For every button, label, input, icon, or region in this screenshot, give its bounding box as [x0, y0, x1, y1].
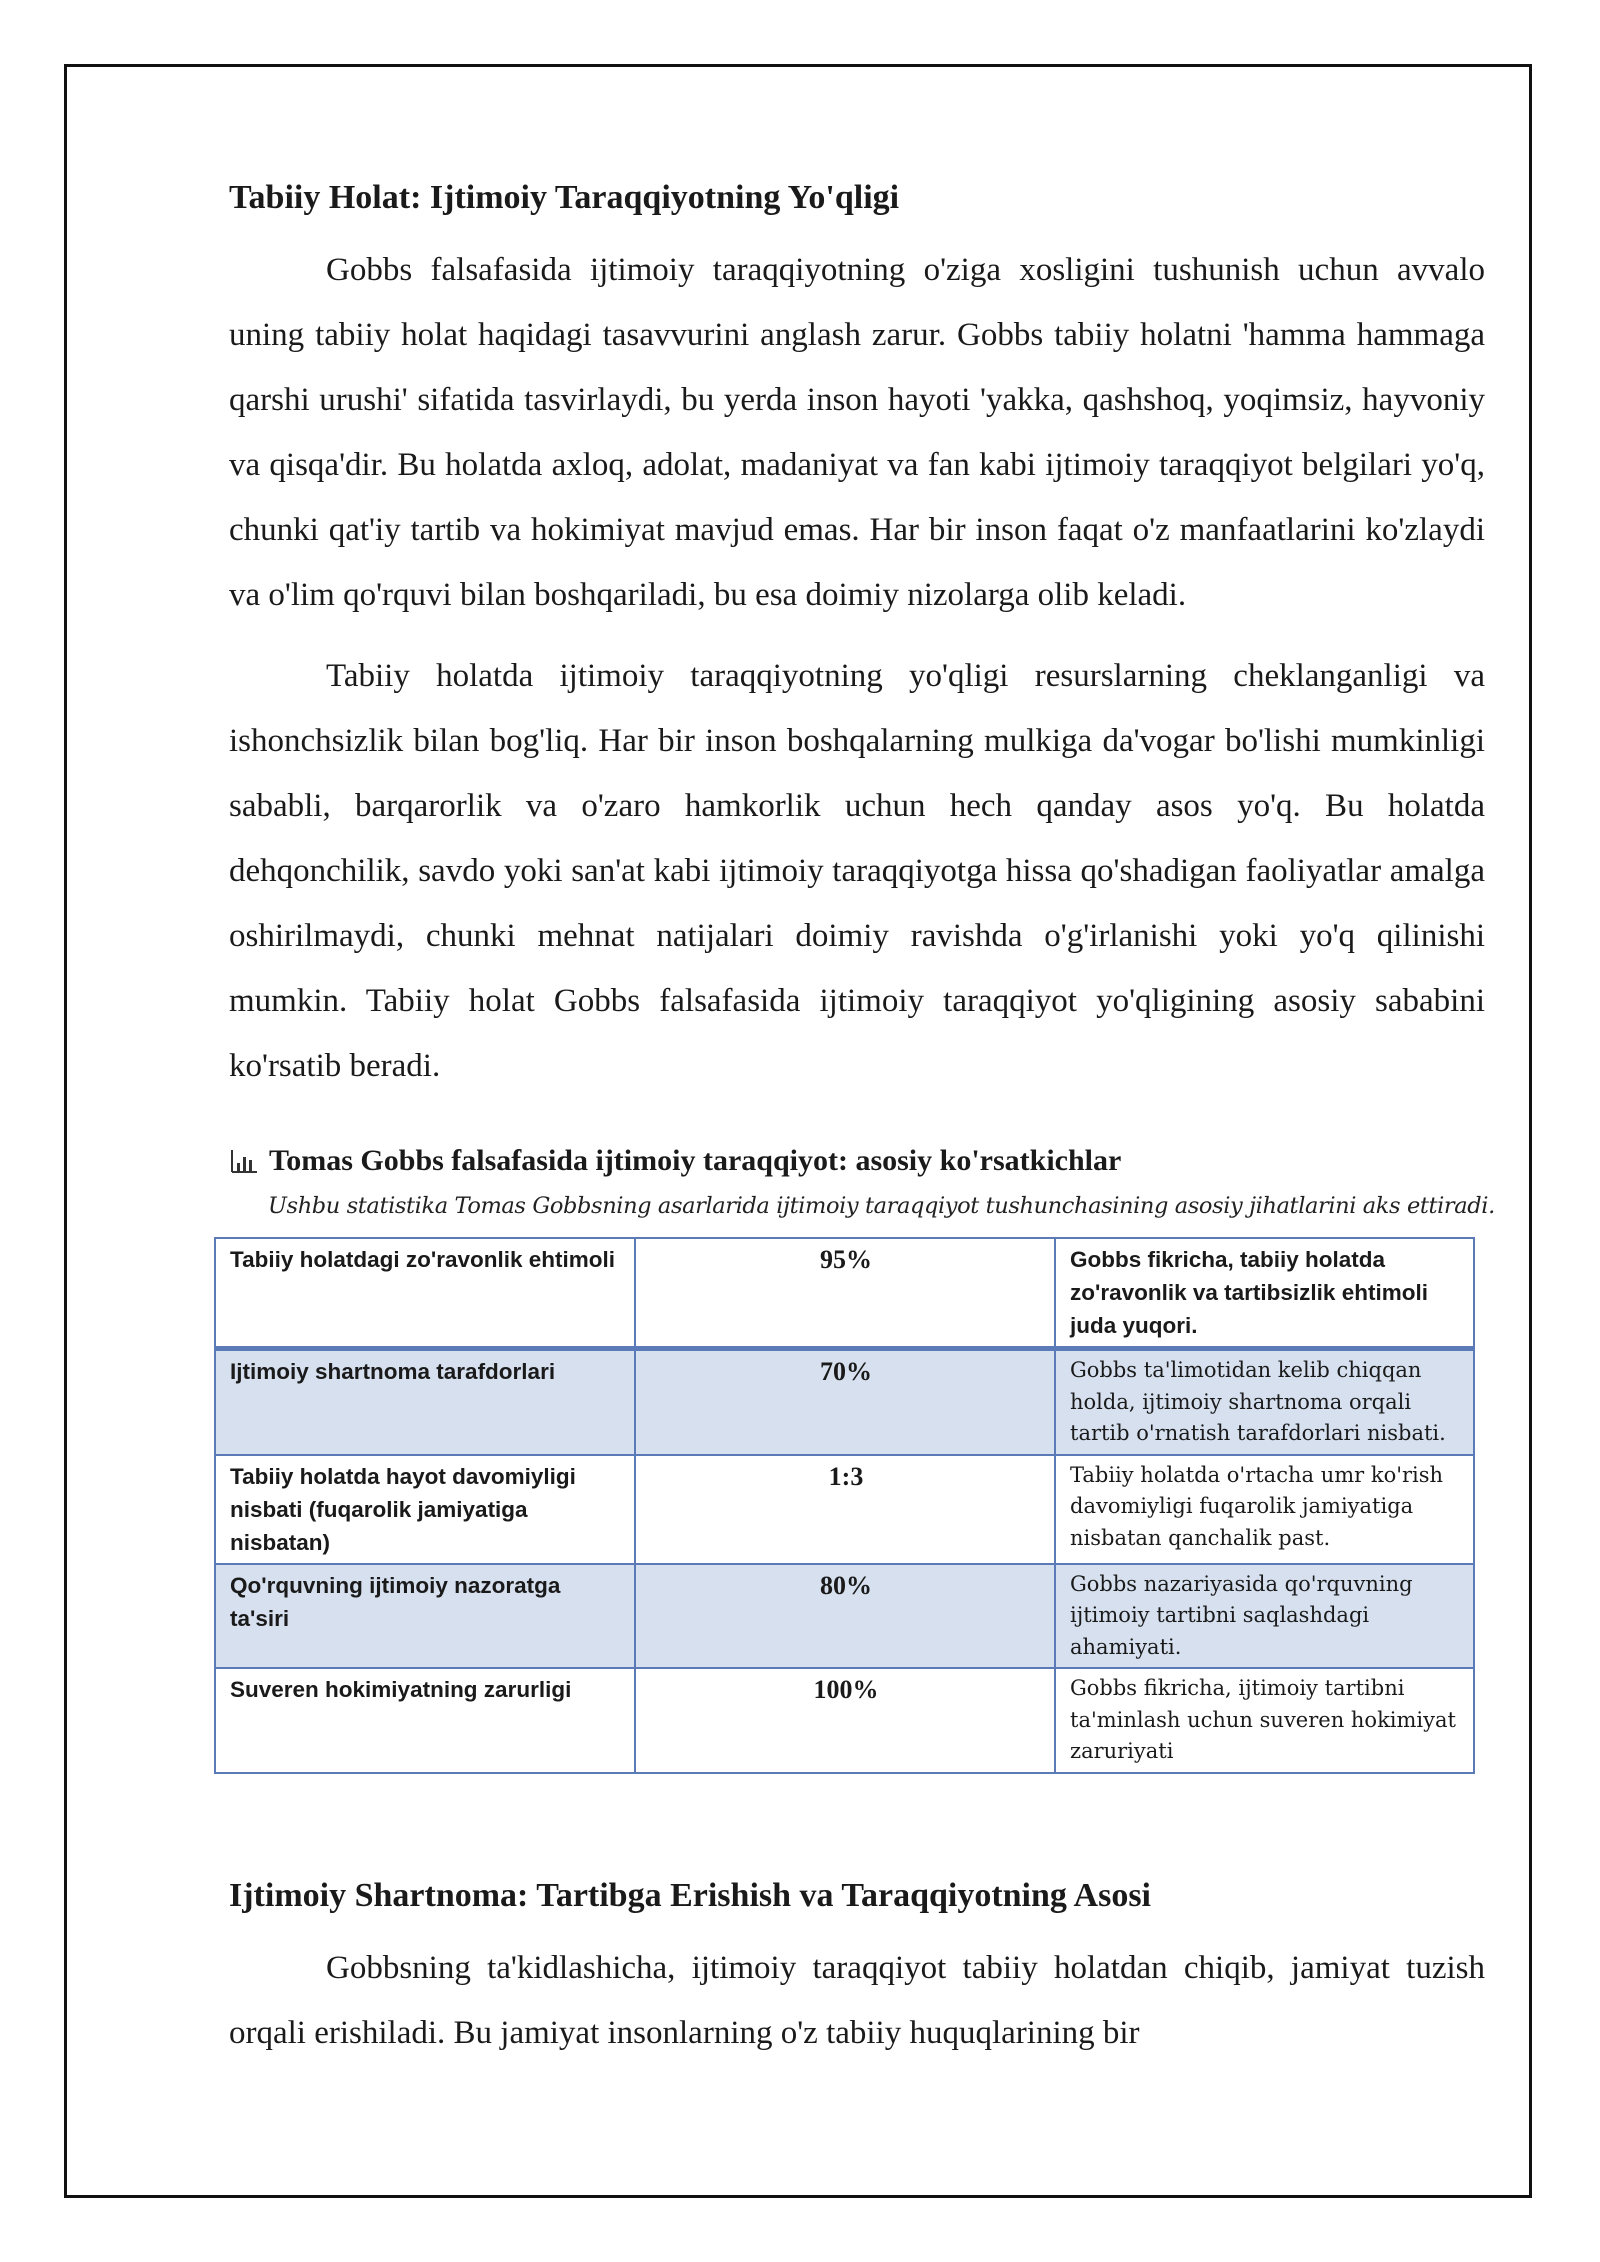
- table-row: [215, 1238, 1474, 1349]
- stats-table: [214, 1237, 1475, 1774]
- section-heading: Ijtimoiy Shartnoma: Tartibga Erishish va Taraqqiyotning Asosi: [229, 1876, 1152, 1914]
- indicator-cell: Suveren hokimiyatning zarurligi: [215, 1668, 635, 1773]
- table-row: [215, 1349, 1474, 1455]
- paragraph: Gobbs falsafasida ijtimoiy taraqqiyotning o'ziga xosligini tushunish uchun avvalo uning tabiiy holat haqidagi tasavvurini anglash zarur. Gobbs tabiiy holatni 'hamma hammaga qarshi urushi' sifatida tasvirlaydi, bu yerda inson hayoti 'yakka, qashshoq, yoqimsiz, hayvoniy va qisqa'dir. Bu holatda axloq, adolat, madaniyat va fan kabi ijtimoiy taraqqiyot belgilari yo'q, chunki qat'iy tartib va hokimiyat mavjud emas. Har bir inson faqat o'z manfaatlarini ko'zlaydi va o'lim qo'rquvi bilan boshqariladi, bu esa doimiy nizolarga olib keladi.: [229, 252, 1485, 613]
- value-cell: 100%: [635, 1668, 1055, 1773]
- document-body: [229, 168, 1495, 2066]
- bar-chart-icon: [229, 1146, 259, 1176]
- section-heading: Tabiiy Holat: Ijtimoiy Taraqqiyotning Yo'qligi: [229, 179, 900, 216]
- value-cell: 1:3: [635, 1455, 1055, 1564]
- stats-subtitle: Ushbu statistika Tomas Gobbsning asarlarida ijtimoiy taraqqiyot tushunchasining asosiy jihatlarini aks ettiradi.: [268, 1193, 1495, 1219]
- value-cell: 80%: [635, 1564, 1055, 1669]
- table-row: [215, 1564, 1474, 1669]
- indicator-cell: Tabiiy holatdagi zo'ravonlik ehtimoli: [215, 1238, 635, 1349]
- note-cell: Tabiiy holatda o'rtacha umr ko'rish davomiyligi fuqarolik jamiyatiga nisbatan qanchalik past.: [1055, 1455, 1474, 1564]
- note-cell: Gobbs nazariyasida qo'rquvning ijtimoiy tartibni saqlashdagi ahamiyati.: [1055, 1564, 1474, 1669]
- note-cell: Gobbs fikricha, tabiiy holatda zo'ravonlik va tartibsizlik ehtimoli juda yuqori.: [1055, 1238, 1474, 1349]
- paragraph: Gobbsning ta'kidlashicha, ijtimoiy taraqqiyot tabiiy holatdan chiqib, jamiyat tuzish orqali erishiladi. Bu jamiyat insonlarning o'z tabiiy huquqlarining bir: [229, 1949, 1485, 2051]
- indicator-cell: Tabiiy holatda hayot davomiyligi nisbati (fuqarolik jamiyatiga nisbatan): [215, 1455, 635, 1564]
- stats-title-row: [229, 1141, 1485, 1181]
- table-row: [215, 1455, 1474, 1564]
- note-cell: Gobbs fikricha, ijtimoiy tartibni ta'minlash uchun suveren hokimiyat zaruriyati: [1055, 1668, 1474, 1773]
- note-cell: Gobbs ta'limotidan kelib chiqqan holda, ijtimoiy shartnoma orqali tartib o'rnatish tarafdorlari nisbati.: [1055, 1349, 1474, 1455]
- value-cell: 95%: [635, 1238, 1055, 1349]
- indicator-cell: Qo'rquvning ijtimoiy nazoratga ta'siri: [215, 1564, 635, 1669]
- paragraph: Tabiiy holatda ijtimoiy taraqqiyotning yo'qligi resurslarning cheklanganligi va ishonchsizlik bilan bog'liq. Har bir inson boshqalarning mulkiga da'vogar bo'lishi mumkinligi sababli, barqarorlik va o'zaro hamkorlik uchun hech qanday asos yo'q. Bu holatda dehqonchilik, savdo yoki san'at kabi ijtimoiy taraqqiyotga hissa qo'shadigan faoliyatlar amalga oshirilmaydi, chunki mehnat natijalari doimiy ravishda o'g'irlanishi yoki yo'q qilinishi mumkin. Tabiiy holat Gobbs falsafasida ijtimoiy taraqqiyot yo'qligining asosiy sababini ko'rsatib beradi.: [229, 658, 1485, 1084]
- value-cell: 70%: [635, 1349, 1055, 1455]
- table-row: [215, 1668, 1474, 1773]
- stats-block: [229, 1141, 1495, 1774]
- stats-title: Tomas Gobbs falsafasida ijtimoiy taraqqiyot: asosiy ko'rsatkichlar: [269, 1144, 1122, 1177]
- indicator-cell: Ijtimoiy shartnoma tarafdorlari: [215, 1349, 635, 1455]
